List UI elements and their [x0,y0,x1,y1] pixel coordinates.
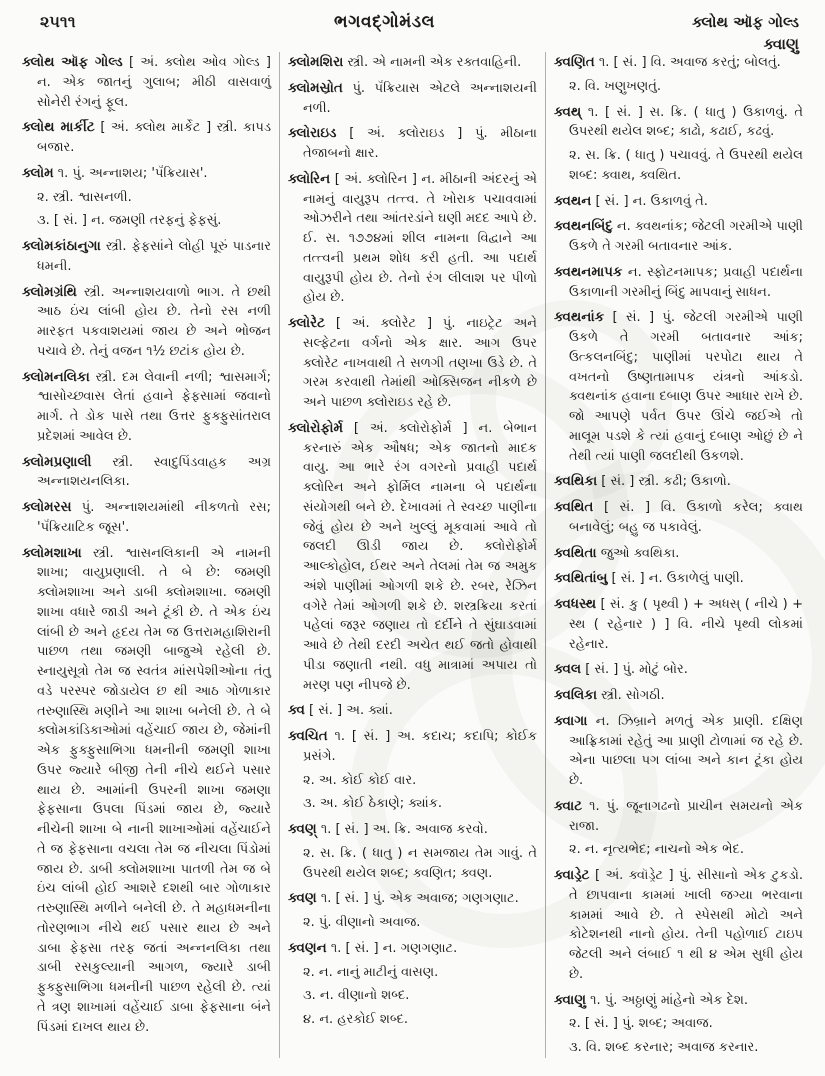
entry-first-sense: ક્વ [ સં. ] અ. ક્યાં. [288,702,393,719]
entry-first-sense: ક્વણન ૧. [ સં. ] ન. ગણગણાટ. [288,939,458,956]
entry-sub-sense: ૩. ન. વીણાનો શબ્દ. [303,988,410,1004]
dictionary-entry [554,990,803,1058]
column-1 [14,52,279,1058]
entry-sub-sense: ૩. વિ. શબ્દ કરનાર; અવાજ કરનાર. [569,1040,759,1055]
entry-sub-sense: ૨. ન. નાનું માટીનું વાસણ. [303,964,439,980]
entry-headword: ક્વણ્ [288,821,317,837]
entry-headword: ક્વલ [554,661,582,678]
dictionary-entry [22,367,271,447]
entry-headword: ક્વણન [288,939,327,956]
dictionary-entry [554,102,803,186]
entry-first-sense: ક્વાટ ૧. પું. જૂનાગઢનો પ્રાચીન સમયનો એક રાજા. [554,797,803,834]
entry-first-sense: ક્લોમનલિકા સ્ત્રી. દમ લેવાની નળી; શ્વાસમાર્ગ; શ્વાસોચ્છ્વાસ લેતાં હવાને ફેફસામાં જવાનો માર્ગ. તે ડોક પાસે તથા ઉત્તર ફુક્ફુસાંતરાલ પ્રદેશમાં આવેલ છે. [22,368,271,444]
entry-headword: ક્વથનમાપક [554,263,623,280]
dictionary-entry [288,726,537,814]
dictionary-entry [288,52,537,73]
entry-first-sense: ક્વણિત ૧. [ સં. ] વિ. અવાજ કરતું; બોલતું. [554,54,781,70]
entry-headword: ક્વથ્ [554,103,582,120]
entry-first-sense: ક્લોથ માર્કીટ [ અં. ક્લોથ માર્કેટ ] સ્ત્રી. કાપડ બજાર. [22,119,271,155]
entry-headword: ક્વધસ્થ [554,596,597,612]
dictionary-entry [288,700,537,721]
entry-headword: ક્લોમકાંઠાનુગા [22,238,101,254]
dictionary-entry [288,313,537,413]
entry-headword: ક્લોમરસ [22,499,72,515]
entry-first-sense: ક્વથનમાપક ન. સ્ફોટનમાપક; પ્રવાહી પદાર્થના ઉકાળાની ગરમીનું બિંદુ માપવાનું સાધન. [554,263,803,300]
entry-sub-sense: ૨. સ. ક્રિ. ( ધાતુ ) પચાવવું. તે ઉપરથી થયેલ શબ્દ: ક્વાથ, ક્વથિત. [569,148,803,183]
entry-headword: ક્લોમ [22,164,54,181]
entry-first-sense: ક્લોમસ્રોત પું. પૅંક્રિયાસ એટલે અન્નાશયની નળી. [288,79,537,116]
dictionary-entry [288,169,537,308]
entry-first-sense: ક્લોમગ્રંથિ સ્ત્રી. અન્નાશયવાળો ભાગ. તે છથી આઠ ઇંચ લાંબી હોય છે. તેનો રસ નળી મારફત પકવાશયમાં જાય છે અને ભોજન પચાવે છે. તેનું વજન ૧½ છટાંક હોય છે. [22,283,271,359]
entry-first-sense: ક્લોમશાખા સ્ત્રી. શ્વાસનલિકાની એ નામની શાખા; વાયુપ્રણાલી. તે બે છે: જમણી ક્લોમશાખા અને ડાબી ક્લોમશાખા. જમણી શાખા વધારે જાડી અને ટૂંકી છે. તે એક ઇંચ લાંબી છે અને હૃદય તેમ જ ઉત્તરામહાશિરાની પાછળ તથા જમણી બાજુએ રહેલી છે. સ્નાયુસૂત્રો તેમ જ સ્વતંત્ર માંસપેશીઓના તંતુ વડે પરસ્પર જોડાયેલ છ થી આઠ ગોળાકાર તરુણાસ્થિ મણીને આ શાખા બનેલી છે. તે બે ક્લોમકાંડિકાઓમાં વહેંચાઈ જાય છે, જેમાંની એક ફુક્ફુસાભિગા ધમનીની જમણી શાખા ઉપર જ્યારે બીજી તેની નીચે થઈને પસાર થાય છે. આમાંની ઉપરની શાખા જમણા ફેફસાના ઉપલા પિંડમાં જાય છે, જ્યારે નીચેની શાખા બે નાની શાખાઓમાં વહેંચાઈને તે જ ફેફસાના વચલા તેમ જ નીચલા પિંડોમાં જાય છે. ડાબી ક્લોમશાખા પાતળી તેમ જ બે ઇંચ લાંબી હોઈ આશરે દશથી બાર ગોળાકાર તરુણાસ્થિ મળીને બનેલી છે. તે મહાધમનીના તોરણભાગ નીચે થઈ પસાર થાય છે અને ડાબા ફેફસા તરફ જતાં અન્નનલિકા તથા ડાબી રસકુલ્યાની આગળ, જ્યારે ડાબી ફુક્ફુસાભિગા ધમનીની પાછળ રહેલી છે. ત્યાં તે ત્રણ શાખામાં વહેંચાઈ ડાબા ફેફસાના બંને પિંડમાં દાખલ થાય છે. [22,544,271,1035]
page-number: ૨૫૧૧ [40,12,76,31]
column-2 [280,52,545,1058]
dictionary-entry [288,78,537,119]
entry-headword: ક્વથિકા [554,473,598,490]
guide-word-first: ક્લોથ ઑફ ગોલ્ડ [691,13,799,31]
entry-headword: ક્વ [288,702,305,719]
entry-first-sense: ક્લોમરસ પું. અન્નાશયમાંથી નીકળતો રસ; 'પૅંક્રિયાટિક જૂસ'. [22,499,271,535]
dictionary-entry [554,216,803,257]
entry-first-sense: ક્વથિત [ સં. ] વિ. ઉકાળો કરેલ; ક્વાથ બનાવેલું; બહુ જ પકાવેલું. [554,499,803,535]
column-divider [545,52,546,1058]
dictionary-entry [554,471,803,492]
entry-sub-sense: ૨. [ સં. ] પું. શબ્દ; અવાજ. [569,1016,713,1032]
entry-headword: ક્વાણુ [554,991,586,1008]
entry-first-sense: ક્લોરિન [ અં. ક્લોરિન ] ન. મીઠાની અંદરનું એ નામનું વાયુરૂપ તત્ત્વ. તે ખોરાક પચાવવામાં ઓઝરીને તથા આંતરડાંને ઘણી મદદ આપે છે. ઈ. સ. ૧૭૭૪માં શીલ નામના વિદ્વાને આ તત્ત્વની પ્રથમ શોધ કરી હતી. આ પદાર્થ વાયુરૂપી હોય છે. તેનો રંગ લીલાશ પર પીળો હોય છે. [288,170,537,306]
entry-first-sense: ક્વથિકા [ સં. ] સ્ત્રી. કઢી; ઉકાળો. [554,473,731,490]
entry-sub-sense: ૨. ન. નૃત્યભેદ; નાચનો એક ભેદ. [569,842,744,858]
entry-first-sense: ક્લોરેટ [ અં. ક્લોરેટ ] પું. નાઇટ્રેટ અને સલ્ફેટના વર્ગનો એક ક્ષાર. આગ ઉપર ક્લોરેટ નાખવાથી તે સળગી તણખા ઉડે છે. તે ગરમ કરવાથી તેમાંથી ઓક્સિજન નીકળે છે અને પાછળ ક્લોરાઇડ રહે છે. [288,315,537,410]
dictionary-entry [554,865,803,985]
dictionary-columns [0,46,825,1058]
column-divider [279,52,280,1058]
entry-first-sense: ક્વલ [ સં. ] પું. મોટું બોર. [554,661,688,678]
entry-sub-sense: ૩. [ સં. ] ન. જમણી તરફનું ફેફસું. [37,213,222,229]
entry-first-sense: ક્લોમકાંઠાનુગા સ્ત્રી. ફેફસાંને લોહી પૂરું પાડનાર ધમની. [22,238,271,274]
entry-headword: ક્વથનબિંદુ [554,218,613,235]
entry-sub-sense: ૨. સ. ક્રિ. ( ધાતુ ) ન સમજાય તેમ ગાવું. તે ઉપરથી થયેલ શબ્દ; ક્વણિત; ક્વણ. [303,845,537,881]
entry-headword: ક્લોમસ્રોત [288,79,343,96]
entry-headword: ક્લોરોફોર્મ [288,419,343,436]
dictionary-entry [22,497,271,538]
entry-first-sense: ક્લોમશિરા સ્ત્રી. એ નામની એક રક્તવાહિની. [288,54,522,70]
entry-first-sense: ક્વલિકા સ્ત્રી. સોગઠી. [554,687,665,703]
dictionary-entry [22,543,271,1038]
dictionary-entry [22,236,271,277]
dictionary-entry [22,282,271,362]
entry-first-sense: ક્વથિતા જુઓ ક્વથિકા. [554,544,680,561]
entry-headword: ક્વથિતા [554,544,597,561]
entry-headword: ક્વથનાંક [554,309,605,326]
entry-first-sense: ક્વણ ૧. [ સં. ] પું. એક અવાજ; ગણગણાટ. [288,890,519,907]
entry-headword: ક્લોમપ્રણાલી [22,453,92,470]
entry-headword: ક્લોથ માર્કીટ [22,119,95,136]
entry-headword: ક્લોમગ્રંથિ [22,283,77,300]
entry-first-sense: ક્વાણુ ૧. પું. અઠ્ઠાણું માંહેનો એક દેશ. [554,991,749,1008]
entry-first-sense: ક્લોમપ્રણાલી સ્ત્રી. સ્વાદુપિંડવાહક અગ્ર અન્નાશયનલિકા. [22,453,271,490]
entry-headword: ક્લોમશિરા [288,54,344,70]
entry-headword: ક્વથિત [554,499,594,515]
entry-sub-sense: ૨. પું. વીણાનો અવાજ. [303,915,421,930]
entry-first-sense: ક્વાગા ન. ઝિબ્રાને મળતું એક પ્રાણી. દક્ષિણ આફ્રિકામાં રહેતું આ પ્રાણી ટોળામાં જ રહે છે. એના પાછલા પગ લાંબા અને કાન ટૂંકા હોય છે. [554,712,803,788]
entry-headword: ક્લોમશાખા [22,544,82,561]
dictionary-entry [22,452,271,493]
dictionary-entry [554,497,803,538]
dictionary-entry [288,418,537,696]
dictionary-entry [554,594,803,654]
entry-headword: ક્વણ [288,890,317,907]
dictionary-entry [554,711,803,791]
dictionary-entry [22,117,271,158]
entry-headword: ક્લોથ ઑફ ગોલ્ડ [22,54,123,70]
entry-headword: ક્વણિત [554,54,595,70]
entry-first-sense: ક્લોરાઇડ [ અં. ક્લોરાઇડ ] પું. મીઠાના તેજાબનો ક્ષાર. [288,125,537,161]
dictionary-entry [22,163,271,231]
entry-headword: ક્લોરેટ [288,315,325,331]
entry-headword: ક્લોરિન [288,170,331,187]
dictionary-entry [22,52,271,112]
entry-first-sense: ક્વથનાંક [ સં. ] પું. જેટલી ગરમીએ પાણી ઉકળે તે ગરમી બતાવનાર આંક; ઉત્કલનબિંદુ; પાણીમાં પરપોટા થાય તે વખતનો ઉષ્ણતામાપક યંત્રનો આંકડો. ક્વથનાંક હવાના દબાણ ઉપર આધાર રાખે છે. જો આપણે પર્વત ઉપર ઊંચે જઈએ તો માલૂમ પડશે કે ત્યાં હવાનું દબાણ ઓછું છે ને તેથી ત્યાં પાણી જલદીથી ઉકળશે. [554,309,803,464]
entry-first-sense: ક્વધસ્થ [ સં. કુ ( પૃથ્વી ) + અધસ્ ( નીચે ) + સ્થ ( રહેનાર ) ] વિ. નીચે પૃથ્વી લોકમાં રહેનાર. [554,596,803,652]
entry-headword: ક્વલિકા [554,687,598,703]
dictionary-entry [288,888,537,933]
dictionary-entry [554,543,803,564]
dictionary-entry [288,938,537,1030]
dictionary-entry [554,191,803,212]
page-header [0,0,825,53]
book-title: ભગવદ્ગોમંડલ [334,12,435,32]
entry-headword: ક્વચિત [288,728,328,744]
entry-sub-sense: ૨. અ. કોઈ કોઈ વાર. [303,772,417,788]
dictionary-entry [554,568,803,589]
dictionary-entry [554,796,803,860]
entry-headword: ક્લોમનલિકા [22,368,90,385]
entry-headword: ક્લોરાઇડ [288,125,337,142]
entry-sub-sense: ૩. અ. કોઈ ઠેકાણે; ક્યાંક. [303,796,443,812]
dictionary-entry [554,685,803,706]
dictionary-entry [554,262,803,303]
entry-first-sense: ક્લોમ ૧. પું. અન્નાશય; 'પૅંક્રિયાસ'. [22,164,208,181]
dictionary-entry [288,819,537,883]
dictionary-entry [554,659,803,680]
entry-first-sense: ક્વથનબિંદુ ન. ક્વથનાંક; જેટલી ગરમીએ પાણી ઉકળે તે ગરમી બતાવનાર આંક. [554,218,803,254]
column-3 [546,52,811,1058]
entry-sub-sense: ૨. સ્ત્રી. શ્વાસનળી. [37,189,132,205]
entry-first-sense: ક્વથન [ સં. ] ન. ઉકાળવું તે. [554,192,708,209]
entry-first-sense: ક્વણ્ ૧. [ સં. ] અ. ક્રિ. અવાજ કરવો. [288,821,488,837]
entry-headword: ક્વાડ્રેટ [554,867,590,883]
entry-first-sense: ક્વથ્ ૧. [ સં. ] સ. ક્રિ. ( ધાતુ ) ઉકાળવું. તે ઉપરથી થયેલ શબ્દ; કાઢો, કઢાઈ, કઢવું. [554,103,803,140]
dictionary-entry [288,123,537,164]
dictionary-entry [554,52,803,97]
entry-headword: ક્વથન [554,192,592,209]
entry-headword: ક્વાગા [554,712,588,729]
entry-first-sense: ક્લોથ ઑફ ગોલ્ડ [ અં. ક્લોથ ઓવ ગોલ્ડ ] ન. એક જાતનું ગુલાબ; મીઠી વાસવાળું સોનેરી રંગનું ફૂલ. [22,54,271,110]
entry-first-sense: ક્લોરોફોર્મ [ અં. ક્લોરોફોર્મ ] ન. બેભાન કરનારું એક ઔષધ; એક જાતનો માદક વાયુ. આ ભારે રંગ વગરનો પ્રવાહી પદાર્થ ક્લોરિન અને ફોર્મિલ નામના બે પદાર્થના સંયોગથી બને છે. દેખાવમાં તે સ્વચ્છ પાણીના જેવું હોય છે અને ખુલ્લું મૂકવામાં આવે તો જલદી ઊડી જાય છે. ક્લોરોફોર્મ આલ્કોહોલ, ઈથર અને તેલમાં તેમ જ અમુક અંશે પાણીમાં ઓગળી શકે છે. રબર, રેઝિન વગેરે તેમાં ઓગળી શકે છે. શસ્ત્રક્રિયા કરતાં પહેલાં જરૂર જણાય તો દર્દીને તે સુંઘાડવામાં આવે છે તેથી દરદી અચેત થઈ જતો હોવાથી પીડા જણાતી નથી. વધુ માત્રામાં અપાય તો મરણ પણ નીપજે છે. [288,419,537,693]
entry-sub-sense: ૨. વિ. ખણુખણતું. [569,78,661,94]
dictionary-entry [554,307,803,466]
entry-headword: ક્વથિતાંબુ [554,570,608,587]
entry-sub-sense: ૪. ન. હરકોઈ શબ્દ. [303,1012,408,1027]
entry-first-sense: ક્વાડ્રેટ [ અં. ક્વૉડ્રેટ ] પું. સીસાનો એક ટુકડો. તે છાપવાના કામમાં ખાલી જગ્યા ભરવાના કામમાં આવે છે. તે સ્પેસથી મોટો અને કોટેશનથી નાનો હોય. તેની પહોળાઈ ટાઇપ જેટલી અને લંબાઈ ૧ થી ૪ એમ સુધી હોય છે. [554,867,803,982]
guide-word-last: ક્વાણુ [763,34,799,53]
entry-first-sense: ક્વથિતાંબુ [ સં. ] ન. ઉકાળેલું પાણી. [554,570,744,587]
entry-first-sense: ક્વચિત ૧. [ સં. ] અ. કદાચ; કદાપિ; કોઈક પ્રસંગે. [288,728,537,764]
entry-headword: ક્વાટ [554,797,583,814]
